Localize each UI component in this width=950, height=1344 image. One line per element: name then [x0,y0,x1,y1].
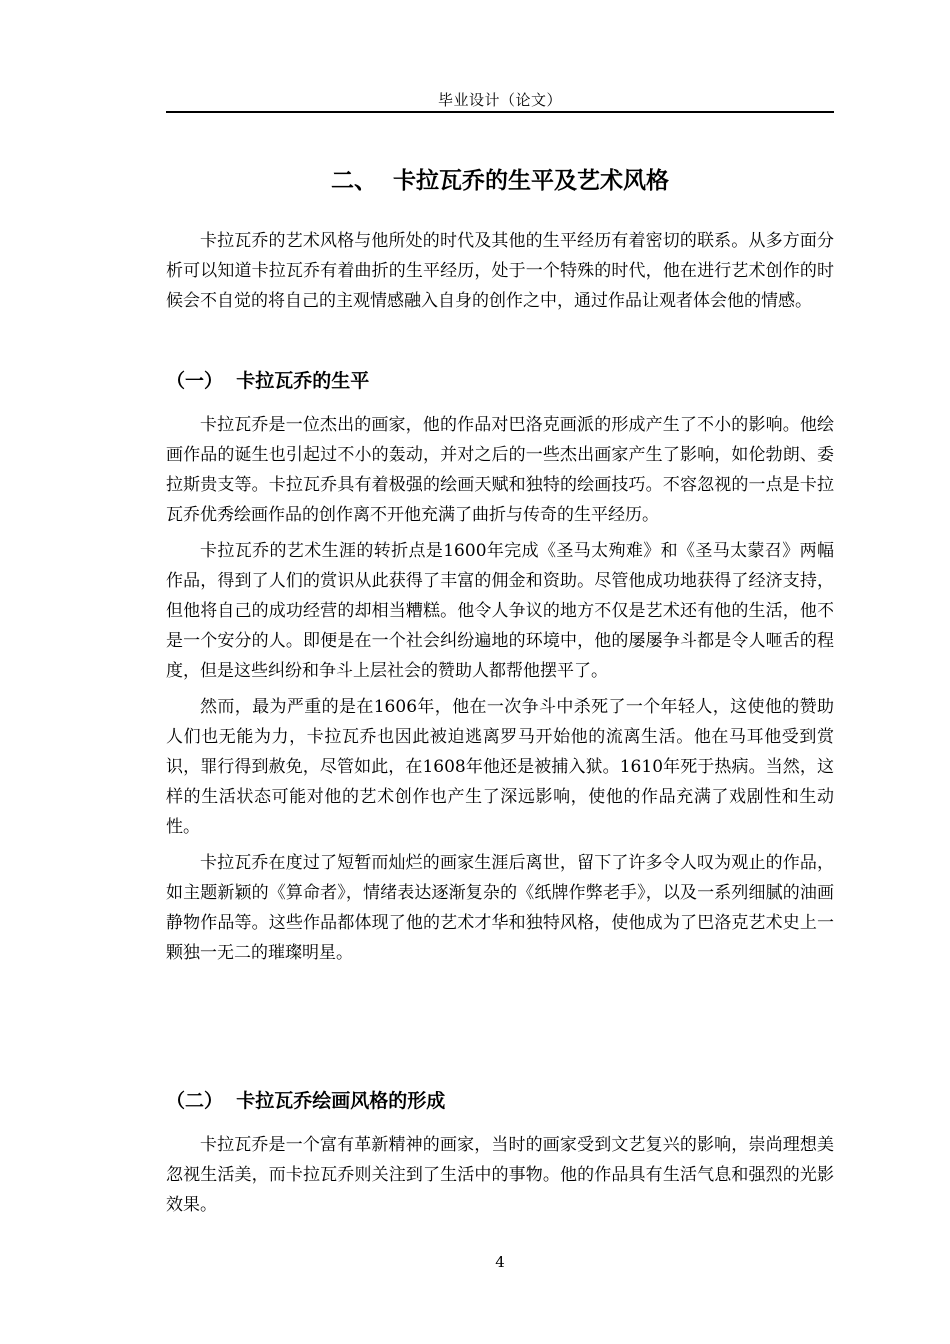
paragraph: 卡拉瓦乔的艺术生涯的转折点是1600年完成《圣马太殉难》和《圣马太蒙召》两幅作品，得到了人们的赏识从此获得了丰富的佣金和资助。尽管他成功地获得了经济支持，但他将自己的成功经营的却相当糟糕。他令人争议的地方不仅是艺术还有他的生活，他不是一个安分的人。即便是在一个社会纠纷遍地的环境中，他的屡屡争斗都是令人咂舌的程度，但是这些纠纷和争斗上层社会的赞助人都帮他摆平了。 [166,541,834,681]
paragraph: 卡拉瓦乔是一位杰出的画家，他的作品对巴洛克画派的形成产生了不小的影响。他绘画作品的诞生也引起过不小的轰动，并对之后的一些杰出画家产生了影响，如伦勃朗、委拉斯贵支等。卡拉瓦乔具有着极强的绘画天赋和独特的绘画技巧。不容忽视的一点是卡拉瓦乔优秀绘画作品的创作离不开他充满了曲折与传奇的生平经历。 [166,415,834,525]
section-1-body [166,410,834,968]
chapter-title: 二、 卡拉瓦乔的生平及艺术风格 [330,168,669,194]
paragraph: 卡拉瓦乔是一个富有革新精神的画家，当时的画家受到文艺复兴的影响，崇尚理想美忽视生活美，而卡拉瓦乔则关注到了生活中的事物。他的作品具有生活气息和强烈的光影效果。 [166,1135,834,1215]
section-title-1: （一） 卡拉瓦乔的生平 [166,370,370,392]
paragraph: 然而，最为严重的是在1606年，他在一次争斗中杀死了一个年轻人，这使他的赞助人们也无能为力，卡拉瓦乔也因此被迫逃离罗马开始他的流离生活。他在马耳他受到赏识，罪行得到赦免，尽管如此，在1608年他还是被捕入狱。1610年死于热病。当然，这样的生活状态可能对他的艺术创作也产生了深远影响，使他的作品充满了戏剧性和生动性。 [166,697,834,837]
chapter-intro [166,226,834,316]
running-header: 毕业设计（论文） [437,91,562,109]
paragraph: 卡拉瓦乔在度过了短暂而灿烂的画家生涯后离世，留下了许多令人叹为观止的作品，如主题新颖的《算命者》，情绪表达逐渐复杂的《纸牌作弊老手》，以及一系列细腻的油画静物作品等。这些作品都体现了他的艺术才华和独特风格，使他成为了巴洛克艺术史上一颗独一无二的璀璨明星。 [166,853,834,963]
page-number: 4 [495,1253,505,1271]
section-title-2: （二） 卡拉瓦乔绘画风格的形成 [166,1090,446,1112]
header-rule [166,111,834,113]
paragraph: 卡拉瓦乔的艺术风格与他所处的时代及其他的生平经历有着密切的联系。从多方面分析可以知道卡拉瓦乔有着曲折的生平经历，处于一个特殊的时代，他在进行艺术创作的时候会不自觉的将自己的主观情感融入自身的创作之中，通过作品让观者体会他的情感。 [166,231,834,311]
section-2-body [166,1130,834,1220]
